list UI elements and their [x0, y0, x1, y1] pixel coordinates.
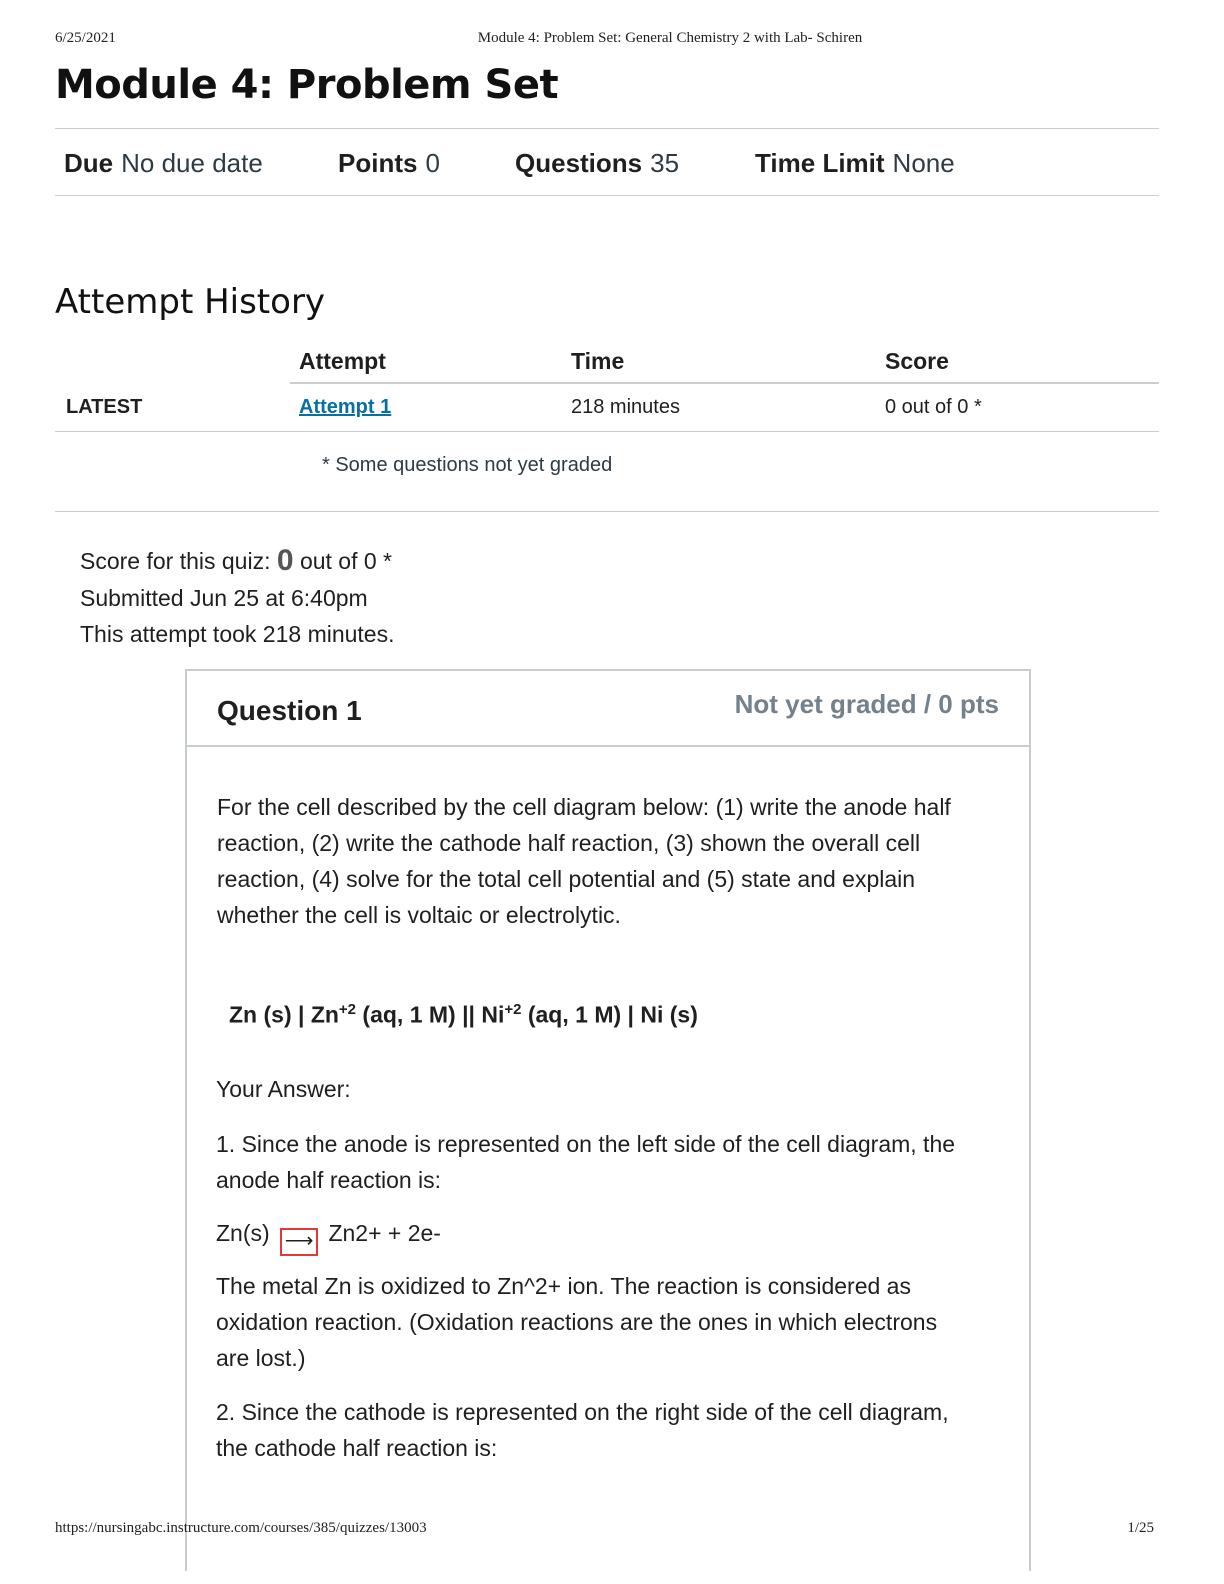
answer-line: oxidation reaction. (Oxidation reactions are the ones in which electrons [216, 1309, 938, 1335]
print-date: 6/25/2021 [55, 30, 116, 46]
meta-due [64, 148, 263, 179]
question-points: Not yet graded / 0 pts [734, 689, 999, 719]
diagram-part: Zn (s) | Zn [229, 1001, 339, 1028]
diagram-part: (aq, 1 M) || Ni [356, 1001, 505, 1028]
answer-step2 [216, 1394, 1006, 1466]
row-divider [55, 431, 1159, 432]
column-header-attempt: Attempt [299, 348, 386, 374]
header-divider [290, 382, 1159, 384]
column-header-time: Time [571, 348, 625, 374]
meta-due-value: No due date [121, 148, 263, 178]
duration-line: This attempt took 218 minutes. [80, 621, 395, 647]
cell-diagram [229, 1001, 698, 1029]
diagram-part: (aq, 1 M) | Ni (s) [521, 1001, 698, 1028]
meta-points-label: Points [338, 148, 418, 178]
meta-points [338, 148, 440, 179]
answer-label: Your Answer: [216, 1076, 351, 1102]
question-title: Question 1 [217, 695, 362, 726]
meta-questions [515, 148, 679, 179]
score-value: 0 [276, 544, 294, 577]
attempt-score: 0 out of 0 * [885, 396, 982, 418]
attempt-history-heading: Attempt History [55, 282, 326, 322]
answer-step1 [216, 1126, 1006, 1198]
question-prompt [217, 789, 1007, 933]
latest-badge: LATEST [66, 396, 143, 418]
submitted-line: Submitted Jun 25 at 6:40pm [80, 585, 368, 611]
answer-line: the cathode half reaction is: [216, 1435, 498, 1461]
diagram-charge: +2 [338, 1001, 357, 1018]
answer-line: 2. Since the cathode is represented on the right side of the cell diagram, [216, 1399, 949, 1425]
prompt-line: For the cell described by the cell diagram below: (1) write the anode half [217, 794, 951, 820]
answer-line: 1. Since the anode is represented on the left side of the cell diagram, the [216, 1131, 956, 1157]
reaction-product: Zn2+ + 2e- [328, 1220, 441, 1246]
quiz-score-line [80, 544, 392, 578]
answer-line: The metal Zn is oxidized to Zn^2+ ion. The reaction is considered as [216, 1273, 911, 1299]
column-header-score: Score [885, 348, 949, 374]
print-page-number: 1/25 [1127, 1520, 1154, 1536]
reaction-reactant: Zn(s) [216, 1220, 270, 1246]
meta-questions-value: 35 [650, 148, 680, 178]
meta-time-limit-value: None [892, 148, 955, 178]
answer-line: are lost.) [216, 1345, 306, 1371]
grading-note: * Some questions not yet graded [322, 454, 613, 476]
answer-explanation [216, 1268, 1006, 1376]
page-title: Module 4: Problem Set [55, 62, 559, 108]
print-document-title: Module 4: Problem Set: General Chemistry 2 with Lab- Schiren [477, 30, 863, 46]
section-divider [55, 511, 1159, 512]
meta-points-value: 0 [425, 148, 440, 178]
prompt-line: whether the cell is voltaic or electrolytic. [217, 902, 621, 928]
prompt-line: reaction, (4) solve for the total cell potential and (5) state and explain [217, 866, 916, 892]
meta-due-label: Due [64, 148, 114, 178]
quiz-meta-bar [55, 128, 1159, 196]
score-suffix: out of 0 * [299, 548, 393, 574]
meta-time-limit-label: Time Limit [755, 148, 885, 178]
answer-line: anode half reaction is: [216, 1167, 442, 1193]
meta-time-limit [755, 148, 955, 179]
anode-reaction [216, 1215, 1006, 1256]
meta-questions-label: Questions [515, 148, 643, 178]
score-prefix: Score for this quiz: [80, 548, 271, 574]
attempt-time: 218 minutes [571, 396, 680, 418]
prompt-line: reaction, (2) write the cathode half reaction, (3) shown the overall cell [217, 830, 921, 856]
attempt-link[interactable]: Attempt 1 [299, 396, 392, 418]
print-url: https://nursingabc.instructure.com/courses/385/quizzes/13003 [55, 1520, 427, 1536]
question-header [187, 671, 1029, 747]
reaction-arrow-icon: ⟶ [280, 1228, 318, 1256]
diagram-charge: +2 [504, 1001, 522, 1018]
